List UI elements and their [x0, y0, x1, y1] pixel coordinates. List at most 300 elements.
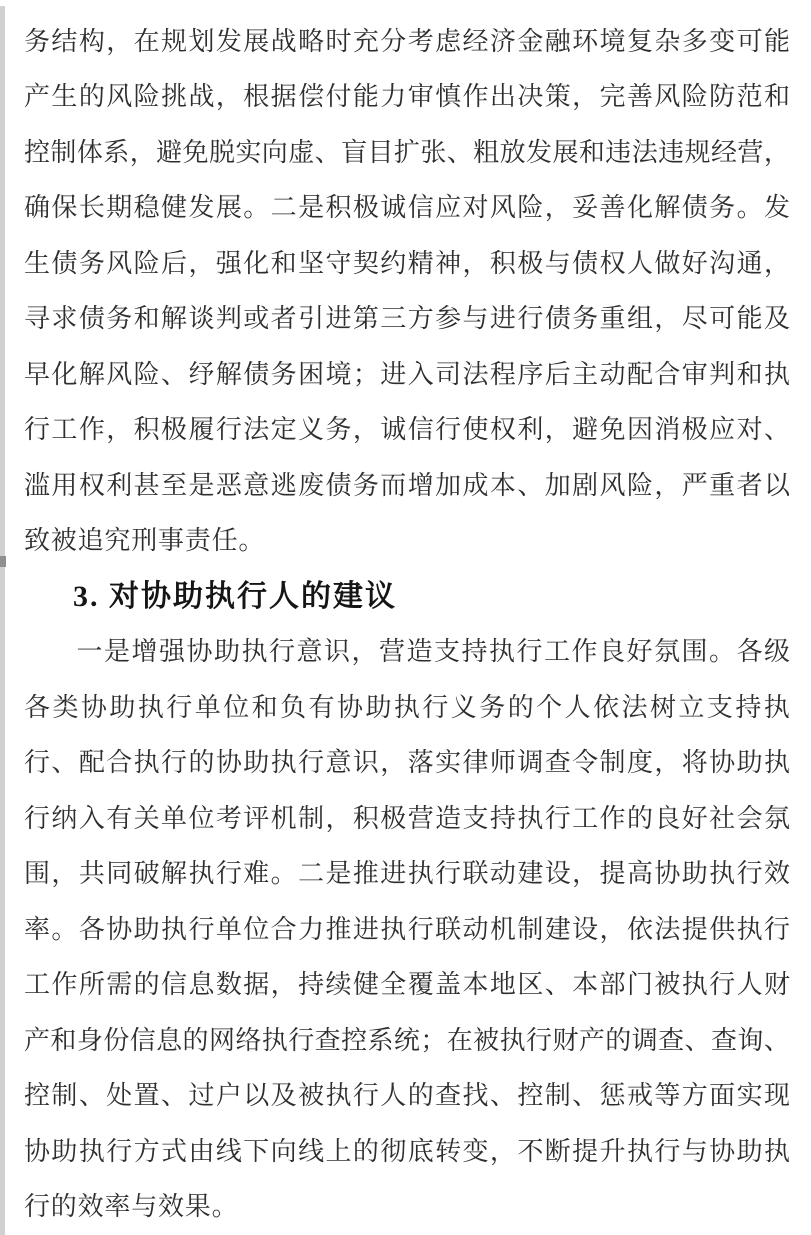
glyph: 位: [223, 692, 250, 722]
glyph: 违: [605, 137, 632, 167]
glyph: 执: [763, 1136, 790, 1166]
glyph: 本: [462, 970, 489, 1000]
glyph: 协: [709, 1136, 736, 1166]
glyph: 网: [208, 1025, 235, 1055]
glyph: 积: [325, 193, 352, 223]
glyph: 会: [736, 803, 763, 833]
glyph: 风: [599, 470, 626, 500]
glyph: 氛: [653, 637, 680, 667]
glyph: 戒: [626, 1081, 653, 1111]
glyph: 第: [352, 304, 379, 334]
text-line: [24, 625, 790, 681]
glyph: 务: [24, 26, 51, 56]
glyph: 持: [298, 970, 325, 1000]
glyph: 债: [681, 193, 708, 223]
glyph: 务: [709, 193, 736, 223]
glyph: 联: [435, 914, 462, 944]
glyph: 成: [462, 470, 489, 500]
glyph: 略: [298, 26, 325, 56]
glyph: 信: [407, 193, 434, 223]
glyph: 升: [599, 1136, 626, 1166]
glyph: 行: [709, 970, 736, 1000]
glyph: 定: [270, 415, 297, 445]
glyph: 强: [215, 248, 242, 278]
glyph: 份: [103, 1025, 130, 1055]
glyph: 诚: [380, 415, 407, 445]
glyph: 围: [24, 859, 51, 889]
glyph: 过: [188, 1081, 215, 1111]
glyph: 司: [435, 359, 462, 389]
glyph: 纾: [188, 359, 215, 389]
glyph: 虑: [435, 26, 462, 56]
glyph: 助: [213, 637, 240, 667]
glyph: 可: [709, 304, 736, 334]
glyph: 设: [544, 859, 571, 889]
glyph: 者: [270, 304, 297, 334]
glyph: 行: [215, 859, 242, 889]
glyph: 产: [24, 1025, 51, 1055]
glyph: 与: [544, 248, 571, 278]
glyph: 的: [626, 803, 653, 833]
glyph: ，: [654, 748, 681, 778]
glyph: 执: [270, 748, 297, 778]
glyph: 产: [578, 1025, 605, 1055]
glyph: 执: [763, 748, 790, 778]
glyph: 务: [270, 359, 297, 389]
glyph: 善: [599, 193, 626, 223]
glyph: 早: [24, 359, 51, 389]
glyph: 实: [435, 748, 462, 778]
glyph: 底: [407, 1136, 434, 1166]
glyph: 约: [380, 248, 407, 278]
glyph: 恶: [215, 470, 242, 500]
glyph: 极: [681, 415, 708, 445]
glyph: 偿: [298, 82, 325, 112]
glyph: 目: [367, 137, 394, 167]
glyph: 落: [407, 748, 434, 778]
glyph: 作: [599, 803, 626, 833]
glyph: 三: [380, 304, 407, 334]
glyph: 查: [314, 1025, 341, 1055]
glyph: 行: [161, 748, 188, 778]
glyph: 规: [161, 26, 188, 56]
text-line: [24, 791, 790, 847]
glyph: 执: [407, 859, 434, 889]
glyph: 严: [681, 470, 708, 500]
glyph: 信: [129, 1025, 156, 1055]
glyph: 推: [352, 859, 379, 889]
glyph: 极: [517, 248, 544, 278]
glyph: 险: [133, 248, 160, 278]
glyph: 健: [161, 193, 188, 223]
glyph: 好: [626, 637, 653, 667]
glyph: 工: [543, 637, 570, 667]
glyph: 助: [109, 692, 136, 722]
glyph: 所: [78, 970, 105, 1000]
glyph: 执: [709, 859, 736, 889]
glyph: 高: [626, 859, 653, 889]
glyph: 由: [188, 1136, 215, 1166]
text-line: [24, 181, 790, 237]
glyph: 划: [188, 26, 215, 56]
glyph: 范: [736, 82, 763, 112]
glyph: 执: [499, 1025, 526, 1055]
glyph: 在: [133, 26, 160, 56]
glyph: 人: [564, 692, 591, 722]
glyph: 判: [709, 359, 736, 389]
glyph: 、: [314, 137, 341, 167]
glyph: 门: [626, 970, 653, 1000]
glyph: 持: [735, 692, 762, 722]
glyph: 而: [380, 470, 407, 500]
glyph: 决: [517, 82, 544, 112]
glyph: 利: [517, 415, 544, 445]
glyph: 协: [24, 1136, 51, 1166]
glyph: 主: [572, 359, 599, 389]
glyph: ，: [325, 803, 352, 833]
glyph: 避: [572, 415, 599, 445]
glyph: 行: [298, 748, 325, 778]
glyph: 财: [552, 1025, 579, 1055]
text-line: [24, 125, 790, 181]
glyph: 权: [78, 470, 105, 500]
glyph: 地: [489, 970, 516, 1000]
glyph: 有: [106, 803, 133, 833]
glyph: 控: [341, 1025, 368, 1055]
glyph: 社: [709, 803, 736, 833]
text-line: [24, 403, 790, 459]
glyph: 神: [435, 248, 462, 278]
glyph: 师: [489, 748, 516, 778]
glyph: 和: [133, 304, 160, 334]
glyph: 、: [161, 1081, 188, 1111]
glyph: 行: [435, 415, 462, 445]
glyph: 的: [407, 1081, 434, 1111]
glyph: 坚: [298, 248, 325, 278]
glyph: 免: [599, 415, 626, 445]
glyph: 审: [407, 82, 434, 112]
glyph: 行: [763, 914, 790, 944]
glyph: 和: [578, 137, 605, 167]
glyph: 纳: [51, 803, 78, 833]
glyph: 率: [24, 914, 51, 944]
glyph: 、: [517, 470, 544, 500]
glyph: 以: [763, 470, 790, 500]
scan-edge-artifact: [0, 6, 5, 1235]
glyph: 行: [24, 748, 51, 778]
glyph: 向: [261, 137, 288, 167]
glyph: ，: [129, 137, 156, 167]
glyph: 后: [544, 359, 571, 389]
glyph: 一: [76, 637, 103, 667]
glyph: 线: [298, 1136, 325, 1166]
glyph: 二: [298, 859, 325, 889]
glyph: 控: [24, 137, 51, 167]
glyph: 以: [243, 1081, 270, 1111]
glyph: 配: [78, 748, 105, 778]
glyph: 向: [270, 1136, 297, 1166]
glyph: 惩: [599, 1081, 626, 1111]
glyph: 、: [763, 415, 790, 445]
glyph: 法: [243, 415, 270, 445]
glyph: ，: [351, 637, 378, 667]
glyph: 协: [106, 914, 133, 944]
glyph: 对: [736, 415, 763, 445]
glyph: 负: [280, 692, 307, 722]
glyph: 身: [76, 1025, 103, 1055]
glyph: 消: [654, 415, 681, 445]
glyph: 是: [188, 470, 215, 500]
glyph: 做: [654, 248, 681, 278]
glyph: 债: [243, 359, 270, 389]
glyph: 行: [435, 859, 462, 889]
glyph: 务: [572, 304, 599, 334]
glyph: 立: [678, 692, 705, 722]
glyph: 意: [243, 470, 270, 500]
glyph: 进: [325, 304, 352, 334]
glyph: ，: [380, 748, 407, 778]
glyph: 尽: [681, 304, 708, 334]
glyph: 单: [215, 914, 242, 944]
glyph: 覆: [407, 970, 434, 1000]
glyph: 解: [161, 859, 188, 889]
glyph: 营: [378, 637, 405, 667]
glyph: 制: [599, 748, 626, 778]
glyph: 效: [763, 859, 790, 889]
glyph: 执: [517, 803, 544, 833]
glyph: 机: [270, 803, 297, 833]
glyph: 金: [517, 26, 544, 56]
glyph: 破: [133, 859, 160, 889]
glyph: 策: [544, 82, 571, 112]
glyph: 络: [235, 1025, 262, 1055]
glyph: 张: [420, 137, 447, 167]
scan-blotch-artifact: [0, 556, 6, 567]
glyph: 杂: [654, 26, 681, 56]
glyph: 提: [572, 1136, 599, 1166]
glyph: ，: [572, 82, 599, 112]
glyph: 本: [572, 970, 599, 1000]
glyph: 、: [161, 359, 188, 389]
glyph: 及: [763, 304, 790, 334]
glyph: 权: [489, 415, 516, 445]
glyph: 动: [462, 914, 489, 944]
text-line: [24, 902, 790, 958]
glyph: 变: [709, 26, 736, 56]
glyph: 务: [106, 304, 133, 334]
glyph: 风: [489, 193, 516, 223]
glyph: 执: [763, 359, 790, 389]
glyph: 对: [462, 193, 489, 223]
glyph: 户: [215, 1081, 242, 1111]
glyph: 使: [462, 415, 489, 445]
glyph: 力: [298, 914, 325, 944]
glyph: 执: [380, 914, 407, 944]
glyph: 作: [78, 415, 105, 445]
glyph: 置: [133, 1081, 160, 1111]
glyph: 用: [51, 470, 78, 500]
glyph: 是: [103, 637, 130, 667]
glyph: 现: [763, 1081, 790, 1111]
glyph: 单: [194, 692, 221, 722]
glyph: 好: [681, 803, 708, 833]
glyph: 债: [51, 248, 78, 278]
glyph: 确: [24, 193, 51, 223]
glyph: 转: [435, 1136, 462, 1166]
glyph: 行: [422, 692, 449, 722]
glyph: 解: [215, 359, 242, 389]
glyph: 战: [188, 82, 215, 112]
document-content: [24, 14, 790, 1235]
glyph: 能: [352, 82, 379, 112]
glyph: 务: [78, 248, 105, 278]
glyph: 解: [78, 359, 105, 389]
glyph: 制: [298, 803, 325, 833]
glyph: 执: [78, 1136, 105, 1166]
glyph: 判: [215, 304, 242, 334]
text-line: [24, 458, 790, 514]
glyph: 慎: [435, 82, 462, 112]
glyph: 可: [736, 26, 763, 56]
glyph: ，: [270, 970, 297, 1000]
glyph: 极: [161, 415, 188, 445]
glyph: 加: [544, 470, 571, 500]
glyph: 境: [599, 26, 626, 56]
glyph: 利: [106, 470, 133, 500]
glyph: 执: [261, 1025, 288, 1055]
glyph: 产: [24, 82, 51, 112]
glyph: 义: [450, 692, 477, 722]
glyph: 法: [654, 914, 681, 944]
glyph: 行: [352, 1081, 379, 1111]
glyph: 配: [626, 359, 653, 389]
glyph: ，: [544, 193, 571, 223]
glyph: 有: [308, 692, 335, 722]
glyph: 好: [681, 248, 708, 278]
glyph: 执: [325, 1081, 352, 1111]
glyph: 沟: [709, 248, 736, 278]
glyph: 律: [462, 748, 489, 778]
glyph: 通: [736, 248, 763, 278]
glyph: 滥: [24, 470, 51, 500]
glyph: 工: [51, 415, 78, 445]
glyph: 支: [433, 637, 460, 667]
glyph: 风: [106, 82, 133, 112]
glyph: 行: [516, 637, 543, 667]
glyph: 积: [133, 415, 160, 445]
glyph: 付: [325, 82, 352, 112]
glyph: 协: [709, 748, 736, 778]
glyph: 机: [489, 914, 516, 944]
glyph: 重: [599, 304, 626, 334]
glyph: ，: [188, 248, 215, 278]
glyph: 剧: [572, 470, 599, 500]
glyph: 将: [681, 748, 708, 778]
glyph: 时: [325, 26, 352, 56]
glyph: 与: [462, 304, 489, 334]
glyph: 执: [188, 859, 215, 889]
glyph: 续: [325, 970, 352, 1000]
glyph: 行: [544, 803, 571, 833]
text-line: [24, 847, 790, 903]
glyph: 本: [489, 470, 516, 500]
glyph: 增: [131, 637, 158, 667]
glyph: 全: [380, 970, 407, 1000]
glyph: 险: [681, 82, 708, 112]
glyph: ，: [352, 415, 379, 445]
glyph: 、: [51, 748, 78, 778]
glyph: 合: [106, 748, 133, 778]
glyph: 协: [186, 637, 213, 667]
glyph: 人: [736, 970, 763, 1000]
glyph: 发: [215, 26, 242, 56]
glyph: 上: [325, 1136, 352, 1166]
glyph: 逃: [270, 470, 297, 500]
text-line: [24, 292, 790, 348]
glyph: ，: [106, 26, 133, 56]
glyph: 甚: [133, 470, 160, 500]
glyph: 被: [654, 970, 681, 1000]
glyph: 进: [380, 359, 407, 389]
glyph: 法: [462, 359, 489, 389]
glyph: 动: [599, 359, 626, 389]
glyph: 控: [517, 1081, 544, 1111]
glyph: 作: [51, 970, 78, 1000]
text-line: 致被追究刑事责任。: [24, 526, 266, 556]
glyph: 经: [710, 137, 737, 167]
text-line: [24, 347, 790, 403]
section-heading: 3. 对协助执行人的建议: [73, 579, 397, 613]
glyph: 虚: [288, 137, 315, 167]
glyph: 诚: [380, 193, 407, 223]
glyph: 力: [380, 82, 407, 112]
glyph: 造: [406, 637, 433, 667]
glyph: 查: [544, 748, 571, 778]
glyph: 数: [215, 970, 242, 1000]
glyph: 积: [352, 803, 379, 833]
glyph: 入: [407, 359, 434, 389]
glyph: 出: [489, 82, 516, 112]
glyph: 加: [435, 470, 462, 500]
glyph: 提: [681, 914, 708, 944]
glyph: 险: [626, 470, 653, 500]
glyph: 方: [407, 304, 434, 334]
glyph: 后: [161, 248, 188, 278]
glyph: 化: [626, 193, 653, 223]
glyph: 义: [298, 415, 325, 445]
glyph: 融: [544, 26, 571, 56]
glyph: 的: [78, 82, 105, 112]
glyph: 境: [325, 359, 352, 389]
glyph: 依: [626, 914, 653, 944]
glyph: 化: [51, 359, 78, 389]
glyph: 扩: [393, 137, 420, 167]
glyph: 、: [78, 1081, 105, 1111]
glyph: ，: [572, 859, 599, 889]
glyph: 联: [462, 859, 489, 889]
glyph: 风: [654, 82, 681, 112]
glyph: 提: [599, 859, 626, 889]
glyph: 执: [133, 748, 160, 778]
glyph: 展: [243, 26, 270, 56]
glyph: 保: [51, 193, 78, 223]
glyph: 精: [407, 248, 434, 278]
glyph: 体: [76, 137, 103, 167]
glyph: 重: [709, 470, 736, 500]
glyph: 度: [626, 748, 653, 778]
glyph: 进: [380, 859, 407, 889]
glyph: ，: [51, 859, 78, 889]
